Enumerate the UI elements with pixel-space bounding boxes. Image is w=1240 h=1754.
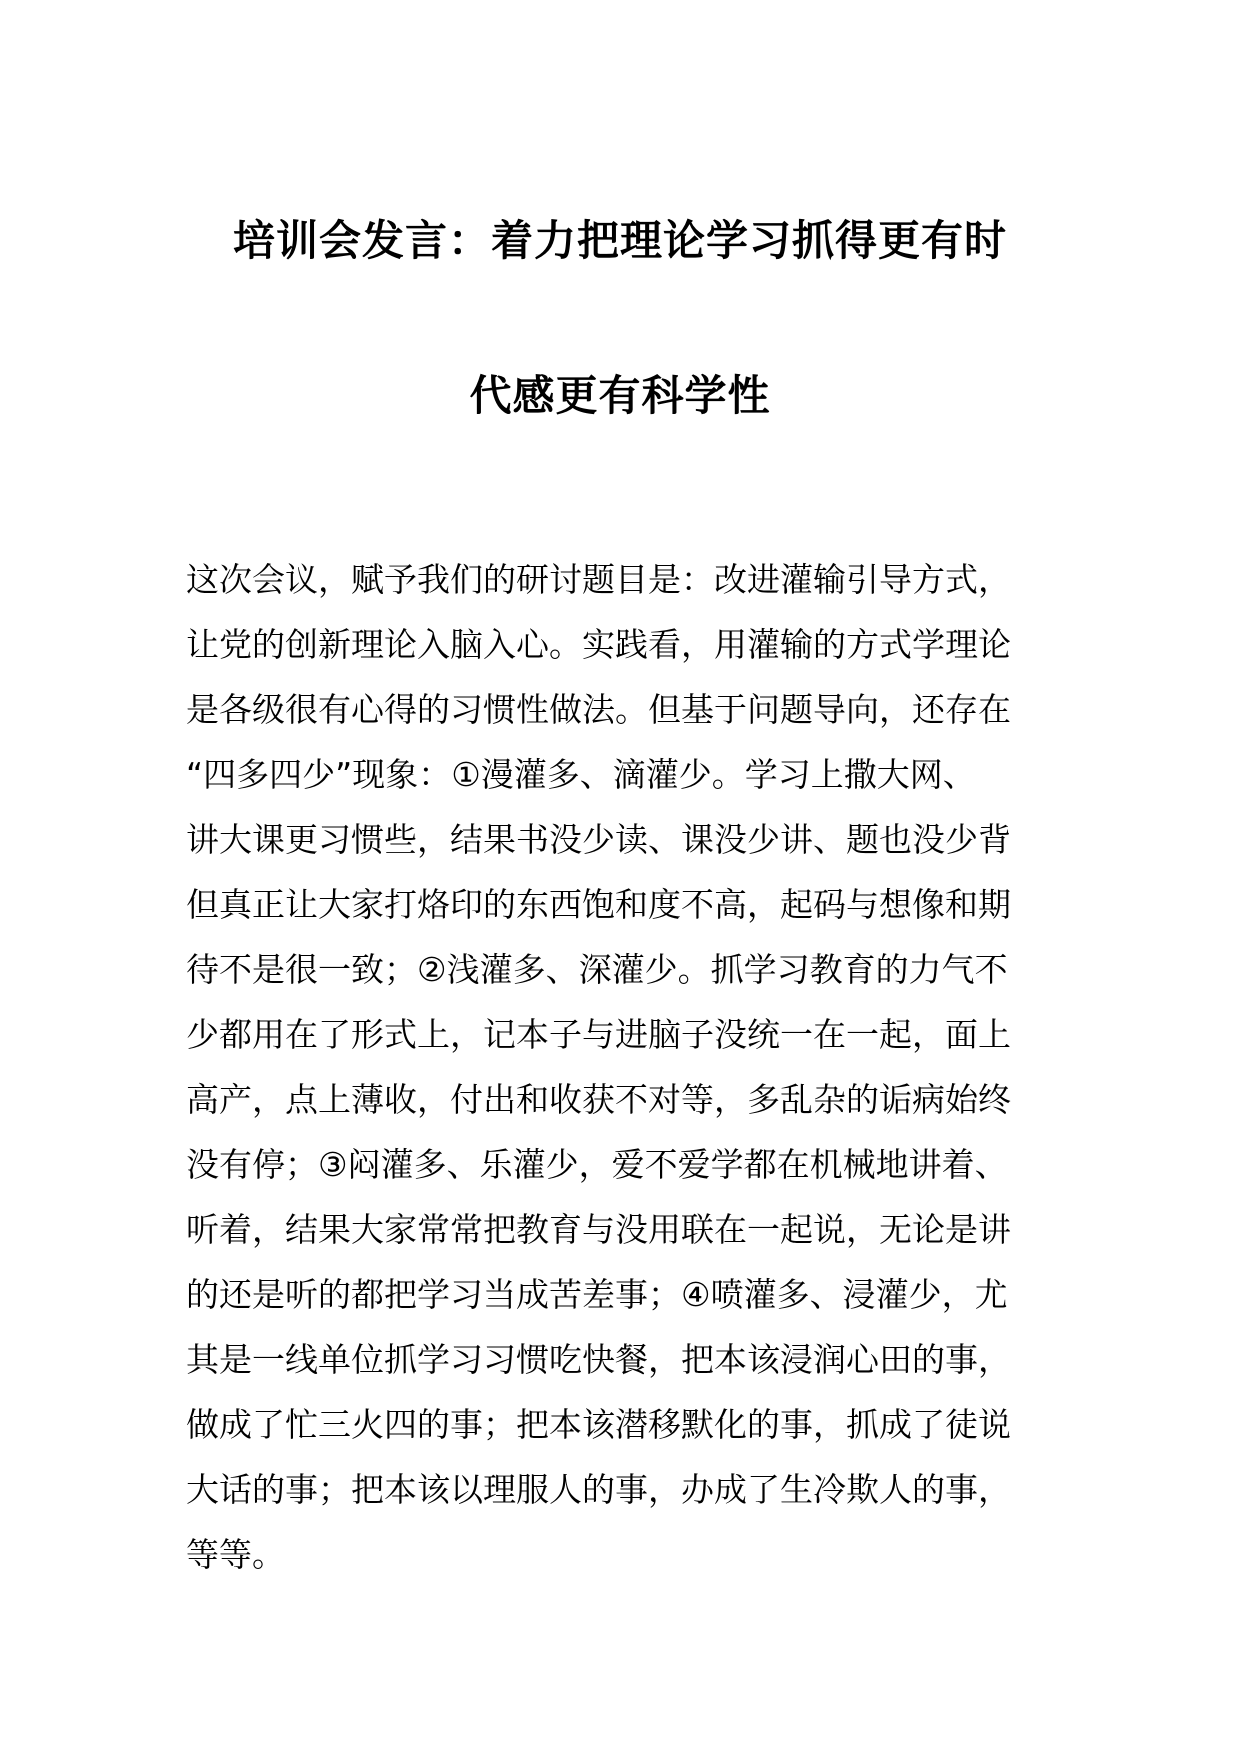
- body-line: 没有停；③闷灌多、乐灌少，爱不爱学都在机械地讲着、: [186, 1145, 1008, 1184]
- body-line: 的还是听的都把学习当成苦差事；④喷灌多、浸灌少，尤: [186, 1275, 1008, 1314]
- body-line: “四多四少”现象：①漫灌多、滴灌少。学习上撒大网、: [186, 755, 976, 794]
- body-line: 高产，点上薄收，付出和收获不对等，多乱杂的诟病始终: [186, 1080, 1011, 1119]
- body-line: 待不是很一致；②浅灌多、深灌少。抓学习教育的力气不: [186, 950, 1008, 989]
- body-line: 是各级很有心得的习惯性做法。但基于问题导向，还存在: [186, 690, 1011, 729]
- document-title-line-2: 代感更有科学性: [469, 371, 771, 420]
- body-line: 做成了忙三火四的事；把本该潜移默化的事，抓成了徒说: [186, 1405, 1011, 1444]
- body-line: 让党的创新理论入脑入心。实践看，用灌输的方式学理论: [186, 625, 1011, 664]
- body-line: 大话的事；把本该以理服人的事，办成了生冷欺人的事，: [186, 1470, 1011, 1509]
- body-line: 等等。: [186, 1535, 285, 1574]
- body-line: 这次会议，赋予我们的研讨题目是：改进灌输引导方式，: [186, 560, 1011, 599]
- document-title-line-1: 培训会发言：着力把理论学习抓得更有时: [232, 216, 1007, 265]
- body-line: 讲大课更习惯些，结果书没少读、课没少讲、题也没少背: [186, 820, 1011, 859]
- body-line: 但真正让大家打烙印的东西饱和度不高，起码与想像和期: [186, 885, 1011, 924]
- body-paragraph: [186, 547, 1066, 1587]
- body-line: 听着，结果大家常常把教育与没用联在一起说，无论是讲: [186, 1210, 1011, 1249]
- body-line: 其是一线单位抓学习习惯吃快餐，把本该浸润心田的事，: [186, 1340, 1011, 1379]
- body-line: 少都用在了形式上，记本子与进脑子没统一在一起，面上: [186, 1015, 1011, 1054]
